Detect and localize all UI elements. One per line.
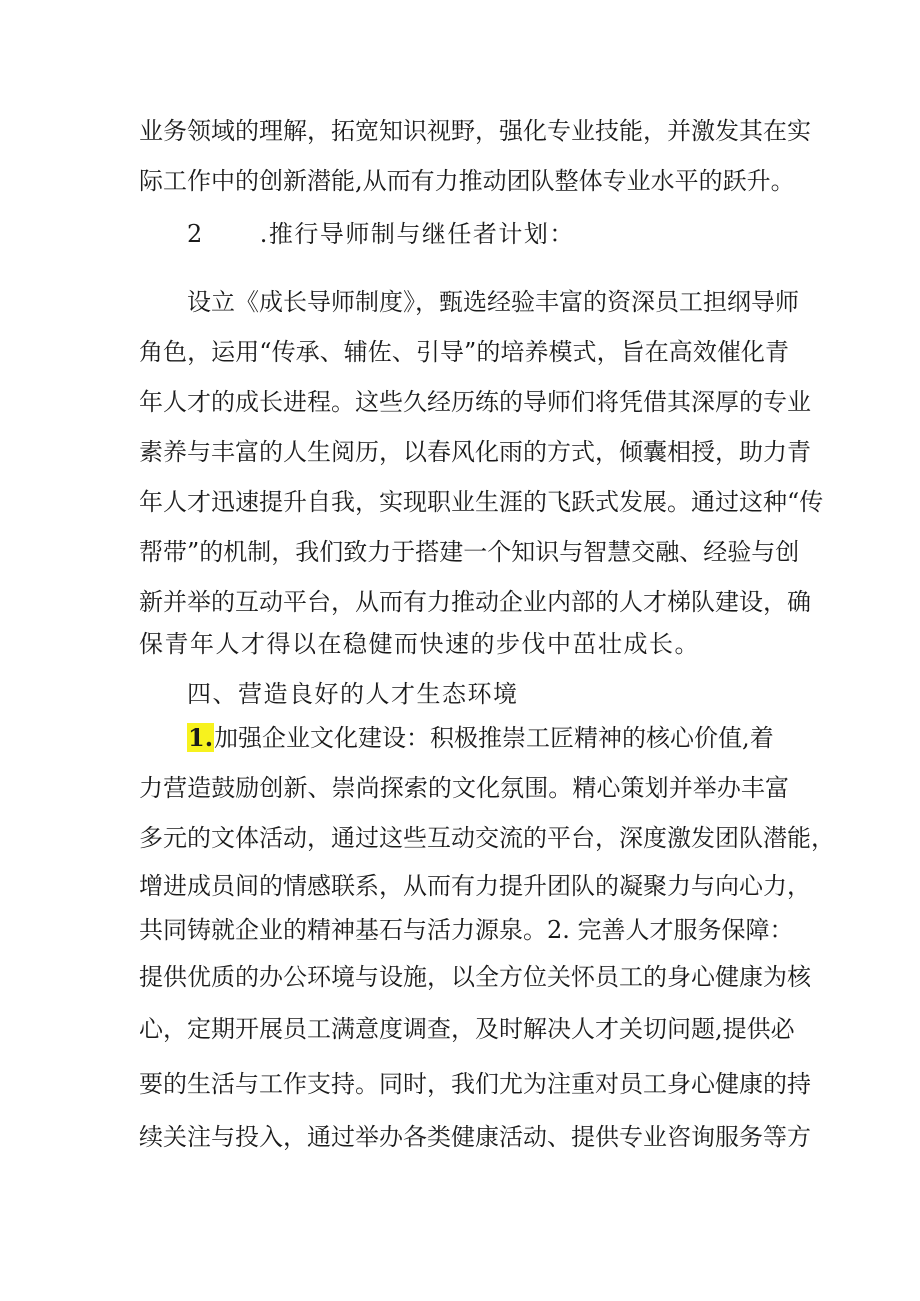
item-number-highlight: 1.	[188, 723, 214, 752]
paragraph-line: 心，定期开展员工满意度调查，及时解决人才关切问题,提供必	[139, 1015, 795, 1043]
item-number: 2	[187, 220, 204, 248]
paragraph-line: 帮带”的机制，我们致力于搭建一个知识与智慧交融、经验与创	[139, 538, 800, 566]
paragraph-line: 增进成员间的情感联系，从而有力提升团队的凝聚力与向心力，	[139, 872, 811, 900]
item-title: .推行导师制与继任者计划：	[259, 220, 575, 248]
paragraph-line: 共同铸就企业的精神基石与活力源泉。2. 完善人才服务保障：	[139, 916, 794, 944]
paragraph-line: 多元的文体活动，通过这些互动交流的平台，深度激发团队潜能，	[139, 824, 835, 852]
paragraph-line: 年人才的成长进程。这些久经历练的导师们将凭借其深厚的专业	[139, 388, 811, 416]
section-heading-2	[187, 219, 837, 249]
highlighted-item-line	[187, 723, 789, 753]
paragraph-line: 力营造鼓励创新、崇尚探索的文化氛围。精心策划并举办丰富	[139, 774, 789, 802]
paragraph-line: 业务领域的理解，拓宽知识视野，强化专业技能，并激发其在实	[139, 117, 811, 145]
item-text: 加强企业文化建设：积极推崇工匠精神的核心价值,着	[214, 724, 774, 752]
paragraph-line: 新并举的互动平台，从而有力推动企业内部的人才梯队建设，确	[139, 588, 811, 616]
paragraph-line: 际工作中的创新潜能,从而有力推动团队整体专业水平的跃升。	[139, 167, 795, 195]
paragraph-line: 要的生活与工作支持。同时，我们尤为注重对员工身心健康的持	[139, 1070, 811, 1098]
paragraph-line: 提供优质的办公环境与设施，以全方位关怀员工的身心健康为核	[139, 963, 811, 991]
section-heading-4: 四、营造良好的人才生态环境	[187, 680, 519, 708]
paragraph-line: 年人才迅速提升自我，实现职业生涯的飞跃式发展。通过这种“传	[139, 488, 824, 516]
paragraph-line: 设立《成长导师制度》，甄选经验丰富的资深员工担纲导师	[187, 288, 799, 316]
paragraph-line: 素养与丰富的人生阅历，以春风化雨的方式，倾囊相授，助力青	[139, 438, 811, 466]
paragraph-line: 保青年人才得以在稳健而快速的步伐中茁壮成长。	[139, 630, 700, 658]
paragraph-line: 角色，运用“传承、辅佐、引导”的培养模式，旨在高效催化青	[139, 338, 789, 366]
paragraph-line: 续关注与投入，通过举办各类健康活动、提供专业咨询服务等方	[139, 1123, 811, 1151]
